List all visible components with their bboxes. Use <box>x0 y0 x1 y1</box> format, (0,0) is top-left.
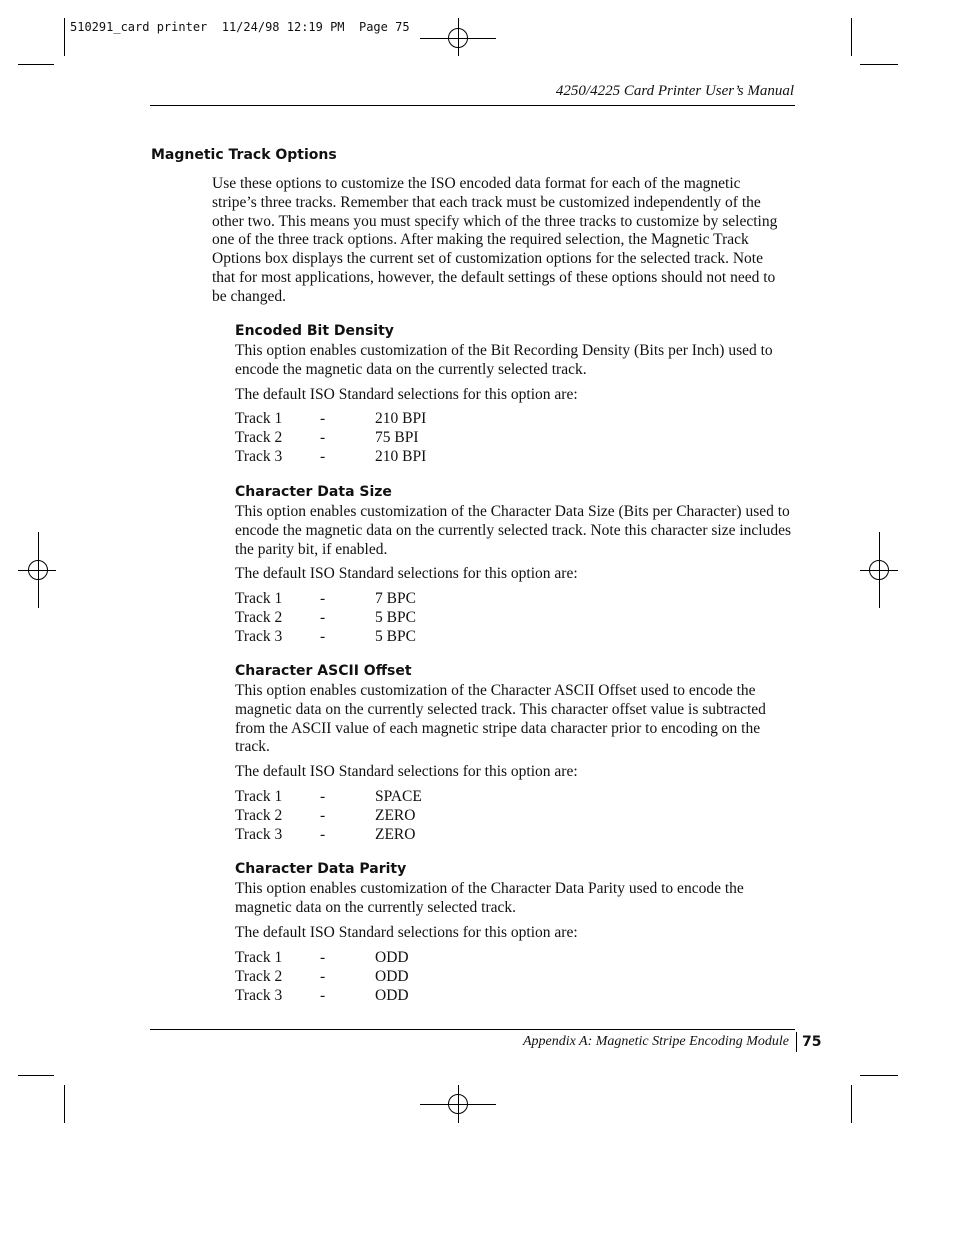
list-item: Track 3 - 5 BPC <box>235 627 416 645</box>
track-list <box>235 949 535 1005</box>
list-item: Track 2 - ODD <box>235 967 409 985</box>
footer-rule <box>150 1029 795 1030</box>
subsection-description: This option enables customization of the Character Data Parity used to encode the magnetic data on the currently selected track. <box>235 880 744 916</box>
default-note: The default ISO Standard selections for this option are: <box>235 924 578 941</box>
track-list <box>235 410 535 466</box>
footer-text: Appendix A: Magnetic Stripe Encoding Module <box>522 1034 789 1049</box>
subsection-description: This option enables customization of the Bit Recording Density (Bits per Inch) used to encode the magnetic data on the currently selected track. <box>235 342 773 378</box>
subsection-title: Character ASCII Offset <box>235 663 412 679</box>
subsection-title: Character Data Size <box>235 484 392 500</box>
printer-slug: 510291_card printer 11/24/98 12:19 PM Page 75 <box>70 20 410 34</box>
list-item: Track 2 - 75 BPI <box>235 428 419 446</box>
section-title: Magnetic Track Options <box>151 147 337 163</box>
default-note: The default ISO Standard selections for this option are: <box>235 386 578 403</box>
list-item: Track 3 - ODD <box>235 986 409 1004</box>
list-item: Track 3 - 210 BPI <box>235 447 427 465</box>
list-item: Track 1 - ODD <box>235 949 409 966</box>
subsection-title: Encoded Bit Density <box>235 323 394 339</box>
default-note: The default ISO Standard selections for this option are: <box>235 565 578 582</box>
running-head: 4250/4225 Card Printer User’s Manual <box>555 83 794 99</box>
subsection-description: This option enables customization of the Character ASCII Offset used to encode the magnetic data on the currently selected track. This character offset value is subtracted from the ASCII value of each magnetic stripe data character prior to encoding on the track. <box>235 682 766 756</box>
page-number: 75 <box>802 1034 822 1050</box>
track-list <box>235 788 535 844</box>
intro-paragraph: Use these options to customize the ISO encoded data format for each of the magnetic stripe’s three tracks. Remember that each track must be customized independently of the other two. This means you must specify which of the three tracks to customize by selecting one of the three track options. After making the required selection, the Magnetic Track Options box displays the current set of customization options for the selected track. Note that for most applications, however, the default settings of these options should not need to be changed. <box>212 175 778 305</box>
subsection-description: This option enables customization of the Character Data Size (Bits per Character) used to encode the magnetic data on the currently selected track. Note this character size includes the parity bit, if enabled. <box>235 503 792 558</box>
default-note: The default ISO Standard selections for this option are: <box>235 763 578 780</box>
subsection-title: Character Data Parity <box>235 861 407 877</box>
list-item: Track 2 - 5 BPC <box>235 608 416 626</box>
list-item: Track 1 - 7 BPC <box>235 590 416 607</box>
list-item: Track 3 - ZERO <box>235 825 416 843</box>
track-list <box>235 590 535 646</box>
list-item: Track 1 - 210 BPI <box>235 410 427 427</box>
list-item: Track 1 - SPACE <box>235 788 422 805</box>
list-item: Track 2 - ZERO <box>235 806 416 824</box>
header-rule <box>150 105 795 106</box>
